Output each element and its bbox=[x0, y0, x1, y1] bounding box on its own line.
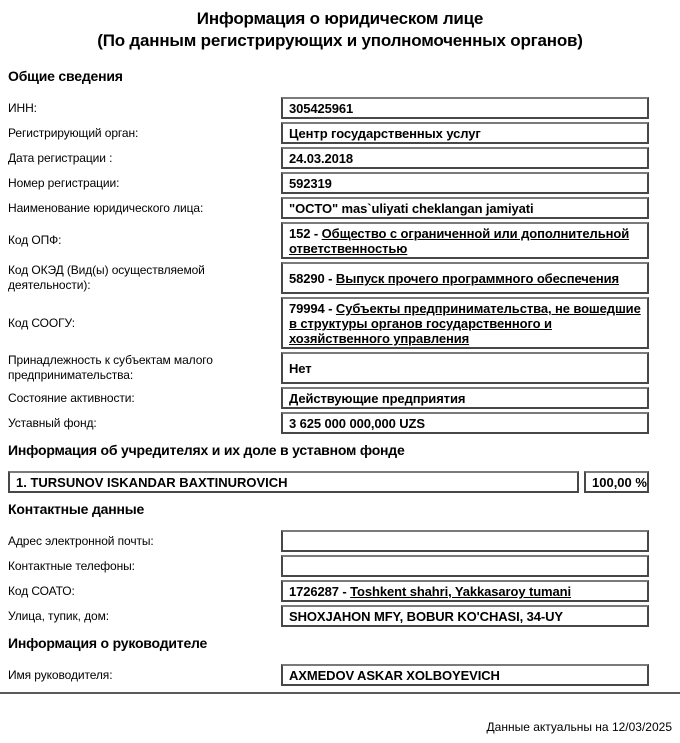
section-heading-founders: Информация об учредителях и их доле в уставном фонде bbox=[8, 442, 405, 458]
field-label: ИНН: bbox=[8, 100, 37, 115]
soogu-code: 79994 - bbox=[289, 301, 336, 316]
oked-code: 58290 - bbox=[289, 271, 336, 286]
field-row-opf-code bbox=[8, 222, 649, 259]
field-value: Нет bbox=[289, 361, 312, 376]
section-heading-contacts: Контактные данные bbox=[8, 501, 145, 517]
field-value-box bbox=[281, 297, 649, 349]
founder-share-box bbox=[584, 471, 649, 493]
field-value: 3 625 000 000,000 UZS bbox=[289, 416, 425, 431]
field-label: Состояние активности: bbox=[8, 390, 135, 405]
founder-name-box bbox=[8, 471, 579, 493]
field-label: Код СООГУ: bbox=[8, 315, 75, 330]
field-row-activity-state bbox=[8, 387, 649, 409]
field-value-box bbox=[281, 580, 649, 602]
field-value: 24.03.2018 bbox=[289, 151, 354, 166]
field-label: Код ОПФ: bbox=[8, 233, 62, 247]
field-value: SHOXJAHON MFY, BOBUR KO'CHASI, 34-UY bbox=[289, 609, 563, 624]
field-label: Улица, тупик, дом: bbox=[8, 608, 109, 623]
field-row-small-business bbox=[8, 352, 649, 384]
field-row-soato-code bbox=[8, 580, 649, 602]
field-value-box bbox=[281, 387, 649, 409]
field-value: AXMEDOV ASKAR XOLBOYEVICH bbox=[289, 668, 500, 683]
field-value: 305425961 bbox=[289, 101, 354, 116]
field-label: Адрес электронной почты: bbox=[8, 533, 154, 548]
opf-value-link[interactable]: Общество с ограниченной или дополнительной ответственностью bbox=[289, 226, 630, 256]
field-value: Центр государственных услуг bbox=[289, 126, 481, 141]
field-value-box bbox=[281, 352, 649, 384]
page-title-line2: (По данным регистрирующих и уполномоченных органов) bbox=[97, 31, 583, 50]
field-value-box bbox=[281, 664, 649, 686]
section-heading-general: Общие сведения bbox=[8, 68, 123, 84]
field-value-box bbox=[281, 97, 649, 119]
field-row-reg-date bbox=[8, 147, 649, 169]
field-value-box-empty bbox=[281, 555, 649, 577]
field-value: 592319 bbox=[289, 176, 332, 191]
opf-code: 152 - bbox=[289, 226, 322, 241]
oked-value-link[interactable]: Выпуск прочего программного обеспечения bbox=[335, 271, 619, 286]
field-label: Имя руководителя: bbox=[8, 667, 113, 682]
field-row-reg-number bbox=[8, 172, 649, 194]
field-value-box bbox=[281, 222, 649, 259]
field-row-phones bbox=[8, 555, 649, 577]
field-value-box bbox=[281, 605, 649, 627]
field-row-charter-fund bbox=[8, 412, 649, 434]
field-value-box-empty bbox=[281, 530, 649, 552]
soogu-value-link[interactable]: Субъекты предпринимательства, не вошедшие в структуры органов государственного и хозяйственного управления bbox=[289, 301, 641, 346]
page-title bbox=[0, 8, 680, 52]
field-value-box bbox=[281, 412, 649, 434]
field-label: Код СОАТО: bbox=[8, 583, 75, 598]
section-heading-director: Информация о руководителе bbox=[8, 635, 208, 651]
field-value-box bbox=[281, 197, 649, 219]
data-actuality-note: Данные актуальны на 12/03/2025 bbox=[486, 720, 672, 734]
field-label: Код ОКЭД (Вид(ы) осуществляемой деятельности): bbox=[8, 263, 205, 292]
field-label: Номер регистрации: bbox=[8, 175, 120, 190]
field-label: Наименование юридического лица: bbox=[8, 200, 204, 215]
field-row-reg-organ bbox=[8, 122, 649, 144]
field-label: Дата регистрации : bbox=[8, 150, 113, 165]
field-row-inn bbox=[8, 97, 649, 119]
page-title-line1: Информация о юридическом лице bbox=[196, 9, 484, 28]
field-label: Принадлежность к субъектам малого предпринимательства: bbox=[8, 353, 213, 382]
founder-name: 1. TURSUNOV ISKANDAR BAXTINUROVICH bbox=[16, 475, 288, 490]
field-value-box bbox=[281, 147, 649, 169]
field-row-entity-name bbox=[8, 197, 649, 219]
field-label: Уставный фонд: bbox=[8, 415, 97, 430]
field-row-email bbox=[8, 530, 649, 552]
founder-share: 100,00 % bbox=[592, 475, 647, 490]
field-row-street bbox=[8, 605, 649, 627]
page-footer bbox=[0, 692, 680, 743]
founder-row bbox=[8, 471, 649, 493]
field-value-box bbox=[281, 172, 649, 194]
field-value: "OCTO" mas`uliyati cheklangan jamiyati bbox=[289, 201, 534, 216]
soato-code: 1726287 - bbox=[289, 584, 351, 599]
field-value-box bbox=[281, 122, 649, 144]
field-value-box bbox=[281, 262, 649, 294]
field-row-oked-code bbox=[8, 262, 649, 294]
field-row-soogu-code bbox=[8, 297, 649, 349]
field-label: Контактные телефоны: bbox=[8, 558, 135, 573]
field-value: Действующие предприятия bbox=[289, 391, 466, 406]
field-row-director-name bbox=[8, 664, 649, 686]
soato-value-link[interactable]: Toshkent shahri, Yakkasaroy tumani bbox=[350, 584, 571, 599]
field-label: Регистрирующий орган: bbox=[8, 125, 139, 140]
